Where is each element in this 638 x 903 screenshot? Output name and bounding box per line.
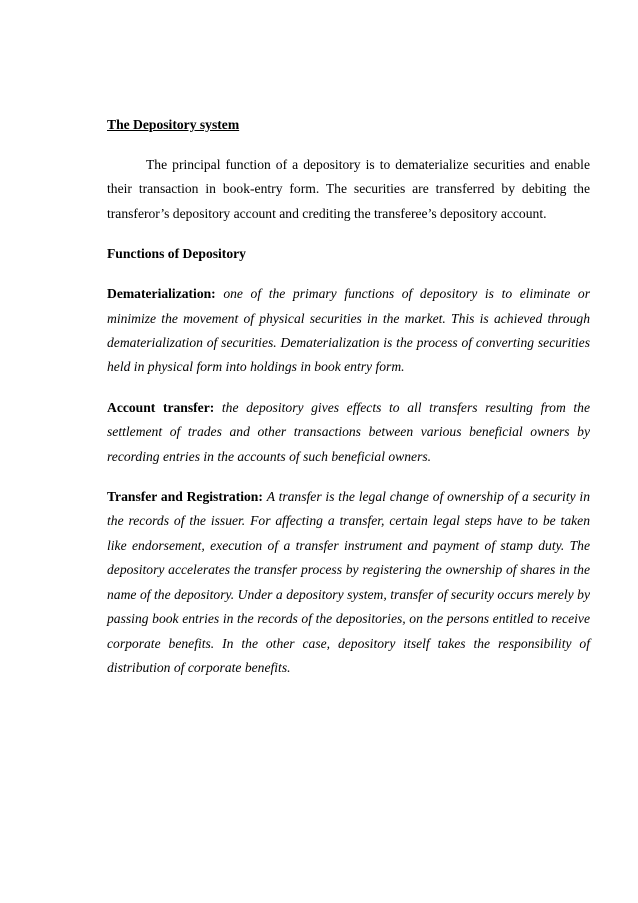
section-heading: Functions of Depository — [107, 246, 246, 262]
function-description: A transfer is the legal change of ownership of a security in the records of the issuer. For affecting a transfer, certain legal steps have to be taken like endorsement, execution of a transfer instrument and payment of stamp duty. The depository accelerates the transfer process by registering the ownership of shares in the name of the depository. Under a depository system, transfer of security occurs merely by passing book entries in the records of the depositories, on the persons entitled to receive corporate benefits. In the other case, depository itself takes the responsibility of distribution of corporate benefits. — [107, 489, 591, 675]
function-term: Transfer and Registration: — [107, 489, 263, 505]
function-term: Account transfer: — [107, 399, 215, 415]
document-page — [107, 113, 590, 696]
function-term: Dematerialization: — [107, 286, 216, 302]
function-description: one of the primary functions of depository is to eliminate or minimize the movement of physical securities in the market. This is achieved through dematerialization of securities. Dematerialization is the process of converting securities held in physical form into holdings in book entry form. — [107, 286, 590, 375]
intro-paragraph: The principal function of a depository is to dematerialize securities and enable their transaction in book-entry form. The securities are transferred by debiting the transferor’s depository account and crediting the transferee’s depository account. — [107, 157, 590, 221]
function-description: the depository gives effects to all transfers resulting from the settlement of trades and other transactions between various beneficial owners by recording entries in the accounts of such beneficial owners. — [107, 399, 590, 464]
function-dematerialization — [107, 282, 590, 380]
page-title: The Depository system — [107, 117, 240, 132]
function-transfer-registration — [107, 485, 590, 680]
function-account-transfer — [107, 396, 590, 469]
